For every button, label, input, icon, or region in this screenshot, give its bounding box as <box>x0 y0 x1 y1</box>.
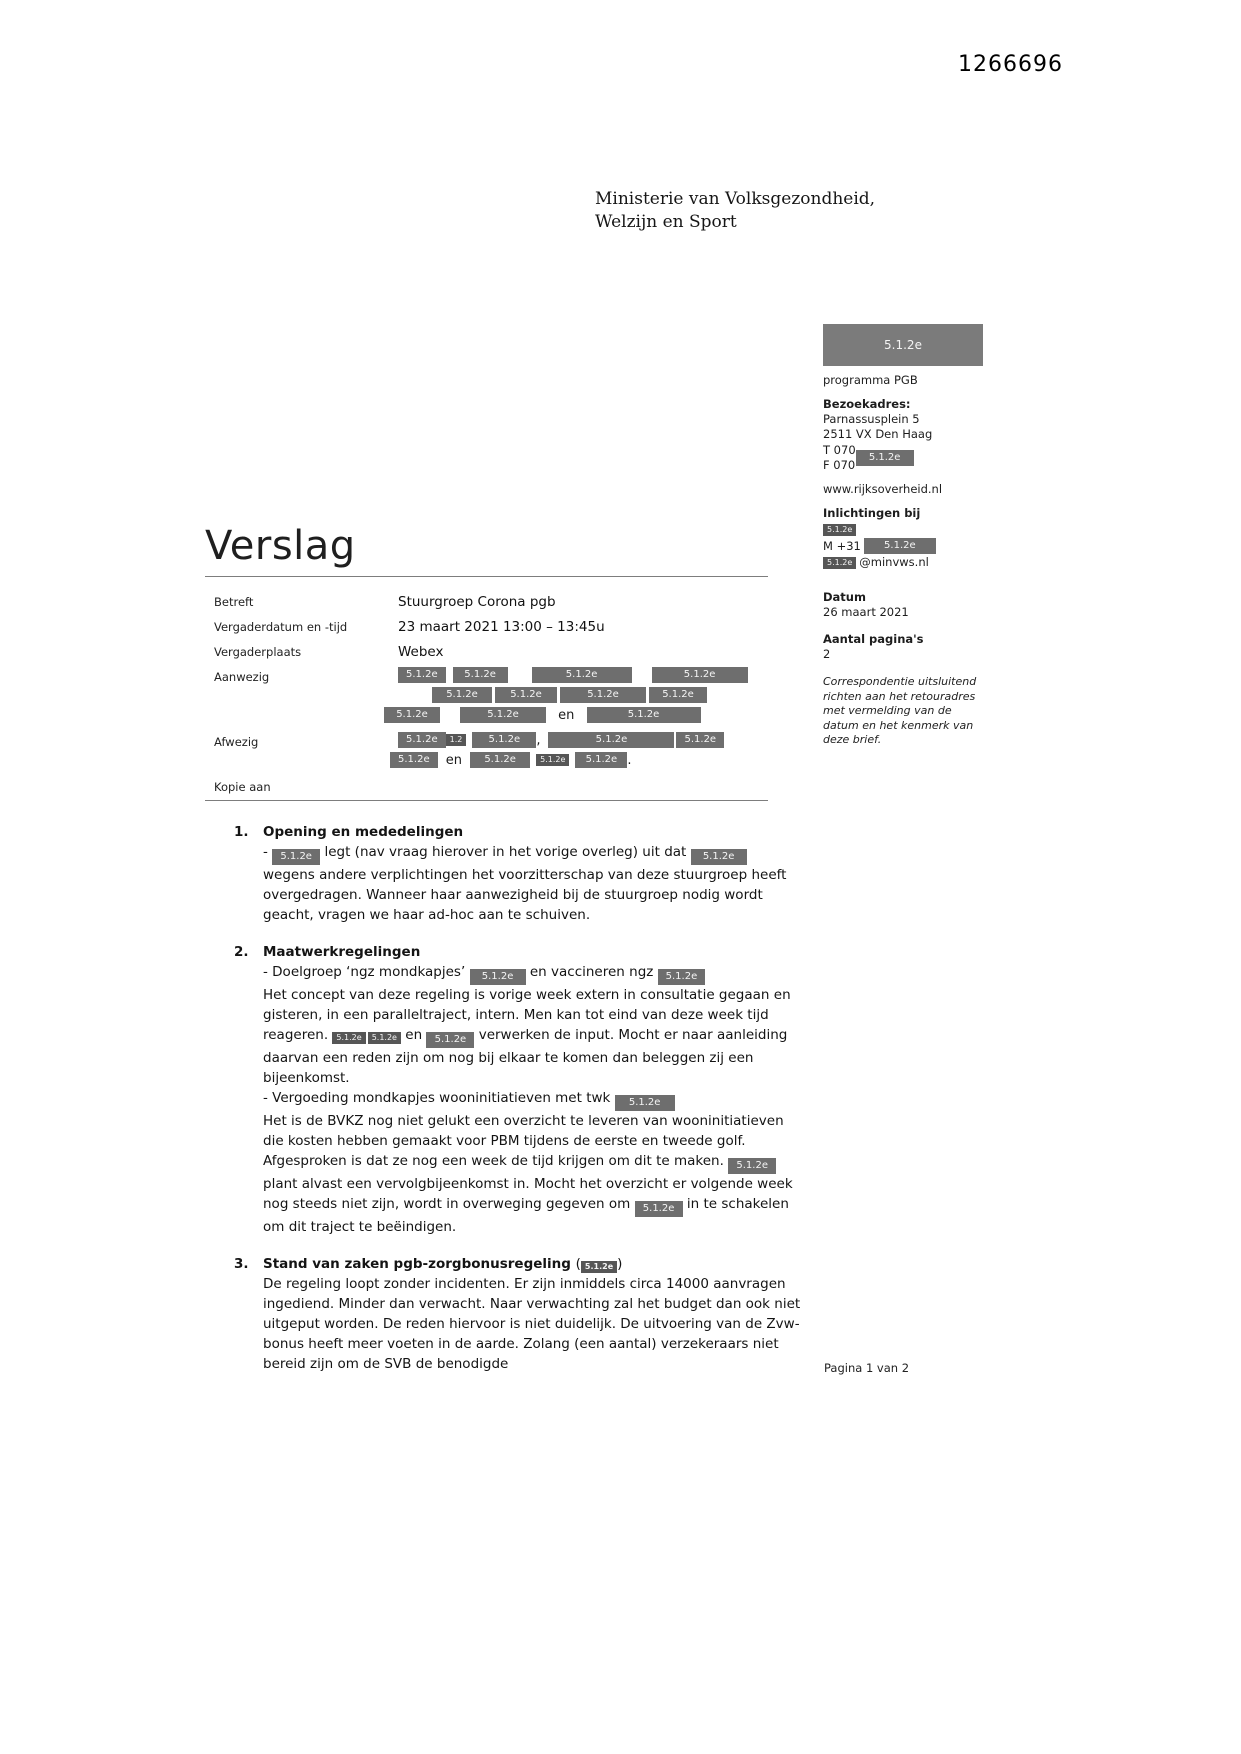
text-run: verwerken de input. Mocht er naar aanleiding daarvan een reden zijn om nog bij elkaar te komen dan beleggen zij een bijeenkomst. <box>263 1027 792 1086</box>
meeting-meta-table <box>214 592 774 799</box>
ministry-header <box>595 188 875 234</box>
attendee-row <box>398 707 774 723</box>
text-run: en <box>400 1027 427 1043</box>
section <box>234 1254 805 1374</box>
divider-body <box>205 800 768 801</box>
section-number: 3. <box>234 1256 249 1272</box>
redaction-chip: 5.1.2e <box>587 707 701 723</box>
attendee-row <box>398 667 774 683</box>
redaction-chip: 5.1.2e <box>272 849 320 865</box>
text-run: , <box>536 732 541 748</box>
redaction-chip: 5.1.2e <box>398 732 446 748</box>
field-value-vergaderdatum: 23 maart 2021 13:00 – 13:45u <box>398 619 605 635</box>
redaction-chip: 5.1.2e <box>864 538 936 554</box>
phone-block <box>823 443 986 473</box>
contact-name-line <box>823 522 986 537</box>
redaction-chip: 5.1.2e <box>398 667 446 683</box>
redaction-chip: 5.1.2e <box>652 667 748 683</box>
phone-f-line: F 070 <box>823 458 856 472</box>
attendee-row <box>398 687 774 703</box>
meta-row-vergaderplaats <box>214 642 774 662</box>
meta-row-kopie-aan <box>214 777 774 794</box>
text-run: De regeling loopt zonder incidenten. Er zijn inmiddels circa 14000 aanvragen ingediend. Minder dan verwacht. Naar verwachting zal het budget dan ook niet uitgeput worden. De reden hiervoor is niet duidelijk. De uitvoering van de Zvw-bonus heeft meer voeten in de aarde. Zolang (een aantal) verzekeraars niet bereid zijn om de SVB de benodigde <box>263 1276 805 1372</box>
redaction-chip: 5.1.2e <box>676 732 724 748</box>
redaction-chip: 5.1.2e <box>332 1032 365 1044</box>
text-run: - <box>263 844 273 860</box>
paragraph <box>263 842 802 925</box>
ministry-line-2: Welzijn en Sport <box>595 212 737 232</box>
phone-t-line: T 070 <box>823 443 856 457</box>
redaction-chip: 5.1.2e <box>635 1201 683 1217</box>
attendee-row <box>398 752 774 768</box>
text-run: plant alvast een vervolgbijeenkomst in. Mocht het overzicht er volgende week nog steeds niet zijn, wordt in overweging gegeven om <box>263 1153 797 1212</box>
redaction-chip: 5.1.2e <box>472 732 536 748</box>
redaction-chip: 5.1.2e <box>560 687 646 703</box>
text-run: - Vergoeding mondkapjes wooninitiatieven met twk <box>263 1090 615 1106</box>
divider-top <box>205 576 768 577</box>
mobile-line <box>823 538 986 554</box>
section-body <box>263 942 802 1237</box>
redaction-chip: 5.1.2e <box>823 557 856 569</box>
section-number: 1. <box>234 824 249 840</box>
redaction-chip: 5.1.2e <box>384 707 440 723</box>
paragraph <box>263 1274 805 1374</box>
meta-row-vergaderdatum <box>214 617 774 637</box>
ministry-line-1: Ministerie van Volksgezondheid, <box>595 189 876 209</box>
address-line-2: 2511 VX Den Haag <box>823 427 933 441</box>
redaction-chip: 5.1.2e <box>460 707 546 723</box>
paragraph <box>263 1088 802 1111</box>
field-label-vergaderplaats: Vergaderplaats <box>214 645 302 659</box>
correspondence-note: Correspondentie uitsluitend richten aan het retouradres met vermelding van de datum en het kenmerk van deze brief. <box>823 675 977 746</box>
redaction-chip: 5.1.2e <box>432 687 492 703</box>
meta-row-aanwezig <box>214 667 774 727</box>
paragraph <box>263 1111 802 1237</box>
section <box>234 942 802 1237</box>
page-title: Verslag <box>205 522 356 569</box>
bezoekadres-label: Bezoekadres: <box>823 397 911 411</box>
redaction-chip: 5.1.2e <box>658 969 706 985</box>
paginas-label: Aantal pagina's <box>823 632 924 646</box>
redaction-block: 5.1.2e <box>823 324 983 366</box>
section-number: 2. <box>234 944 249 960</box>
paginas-value: 2 <box>823 647 831 661</box>
text-run: ( <box>575 1256 581 1272</box>
datum-label: Datum <box>823 590 866 604</box>
redaction-chip: 5.1.2e <box>548 732 674 748</box>
mobile-prefix: M +31 <box>823 538 861 553</box>
redaction-chip: 5.1.2e <box>390 752 438 768</box>
text-run: Het is de BVKZ nog niet gelukt een overzicht te leveren van wooninitiatieven die kosten hebben gemaakt voor PBM tijdens de eerste en tweede golf. Afgesproken is dat ze nog een week de tijd krijgen om dit te maken. <box>263 1113 788 1169</box>
section-title <box>263 942 802 962</box>
field-label-vergaderdatum: Vergaderdatum en -tijd <box>214 620 348 634</box>
text-run: Stand van zaken pgb-zorgbonusregeling <box>263 1256 576 1272</box>
email-suffix: @minvws.nl <box>859 555 929 569</box>
redaction-chip: 5.1.2e <box>536 754 569 766</box>
text-run: legt (nav vraag hierover in het vorige overleg) uit dat <box>320 844 691 860</box>
attendee-row <box>398 732 774 748</box>
text-run: Maatwerkregelingen <box>263 944 421 960</box>
redaction-chip: 5.1.2e <box>649 687 707 703</box>
minutes-sections <box>234 822 805 1391</box>
datum-value: 26 maart 2021 <box>823 605 909 619</box>
text-run: ) <box>617 1256 623 1272</box>
redaction-chip: 5.1.2e <box>615 1095 675 1111</box>
field-label-kopie-aan: Kopie aan <box>214 780 271 794</box>
redaction-chip: 1.2 <box>446 734 467 746</box>
redaction-chip: 5.1.2e <box>453 667 508 683</box>
redaction-chip: 5.1.2e <box>495 687 557 703</box>
text-run: en <box>441 752 467 768</box>
section-title <box>263 1254 802 1274</box>
section-body <box>263 822 802 925</box>
field-label-betreft: Betreft <box>214 595 254 609</box>
redaction-chip: 5.1.2e <box>856 450 914 466</box>
programma-line: programma PGB <box>823 373 918 387</box>
redaction-chip: 5.1.2e <box>575 752 627 768</box>
website-line: www.rijksoverheid.nl <box>823 482 943 496</box>
afwezig-redactions <box>398 732 774 772</box>
meta-row-afwezig <box>214 732 774 772</box>
text-run: wegens andere verplichtingen het voorzitterschap van deze stuurgroep heeft overgedragen. Wanneer haar aanwezigheid bij de stuurgroep nodig wordt geacht, vragen we haar ad-hoc aan te schuiven. <box>263 844 791 923</box>
text-run: Opening en mededelingen <box>263 824 464 840</box>
text-run: - Doelgroep ‘ngz mondkapjes’ <box>263 964 470 980</box>
paragraph <box>263 985 802 1088</box>
redaction-chip: 5.1.2e <box>728 1158 776 1174</box>
section <box>234 822 802 925</box>
email-line <box>823 555 986 570</box>
redaction-chip: 5.1.2e <box>426 1032 474 1048</box>
redaction-chip: 5.1.2e <box>470 969 526 985</box>
field-label-aanwezig: Aanwezig <box>214 670 270 684</box>
section-title <box>263 822 802 842</box>
aanwezig-redactions <box>398 667 774 727</box>
field-value-vergaderplaats: Webex <box>398 644 444 660</box>
text-run: en vaccineren ngz <box>525 964 658 980</box>
text-run: in te schakelen om dit traject te beëindigen. <box>263 1196 794 1235</box>
redaction-chip: 5.1.2e <box>470 752 530 768</box>
redaction-chip: 5.1.2e <box>368 1032 401 1044</box>
redaction-chip: 5.1.2e <box>532 667 632 683</box>
paragraph <box>263 962 802 985</box>
page-footer: Pagina 1 van 2 <box>824 1361 910 1375</box>
meta-row-betreft <box>214 592 774 612</box>
redaction-chip: 5.1.2e <box>581 1261 617 1273</box>
redaction-chip: 5.1.2e <box>823 524 856 536</box>
sidebar <box>823 324 986 748</box>
address-line-1: Parnassusplein 5 <box>823 412 920 426</box>
text-run: . <box>627 752 632 768</box>
field-label-afwezig: Afwezig <box>214 735 259 749</box>
inlichtingen-label: Inlichtingen bij <box>823 506 921 520</box>
section-body <box>263 1254 805 1374</box>
text-run: en <box>554 707 579 723</box>
document-number: 1266696 <box>958 52 1063 77</box>
redaction-chip: 5.1.2e <box>691 849 747 865</box>
text-run: Het concept van deze regeling is vorige week extern in consultatie gegaan en gisteren, in een paralleltraject, intern. Men kan tot eind van deze week tijd reageren. <box>263 987 795 1043</box>
field-value-betreft: Stuurgroep Corona pgb <box>398 594 556 610</box>
